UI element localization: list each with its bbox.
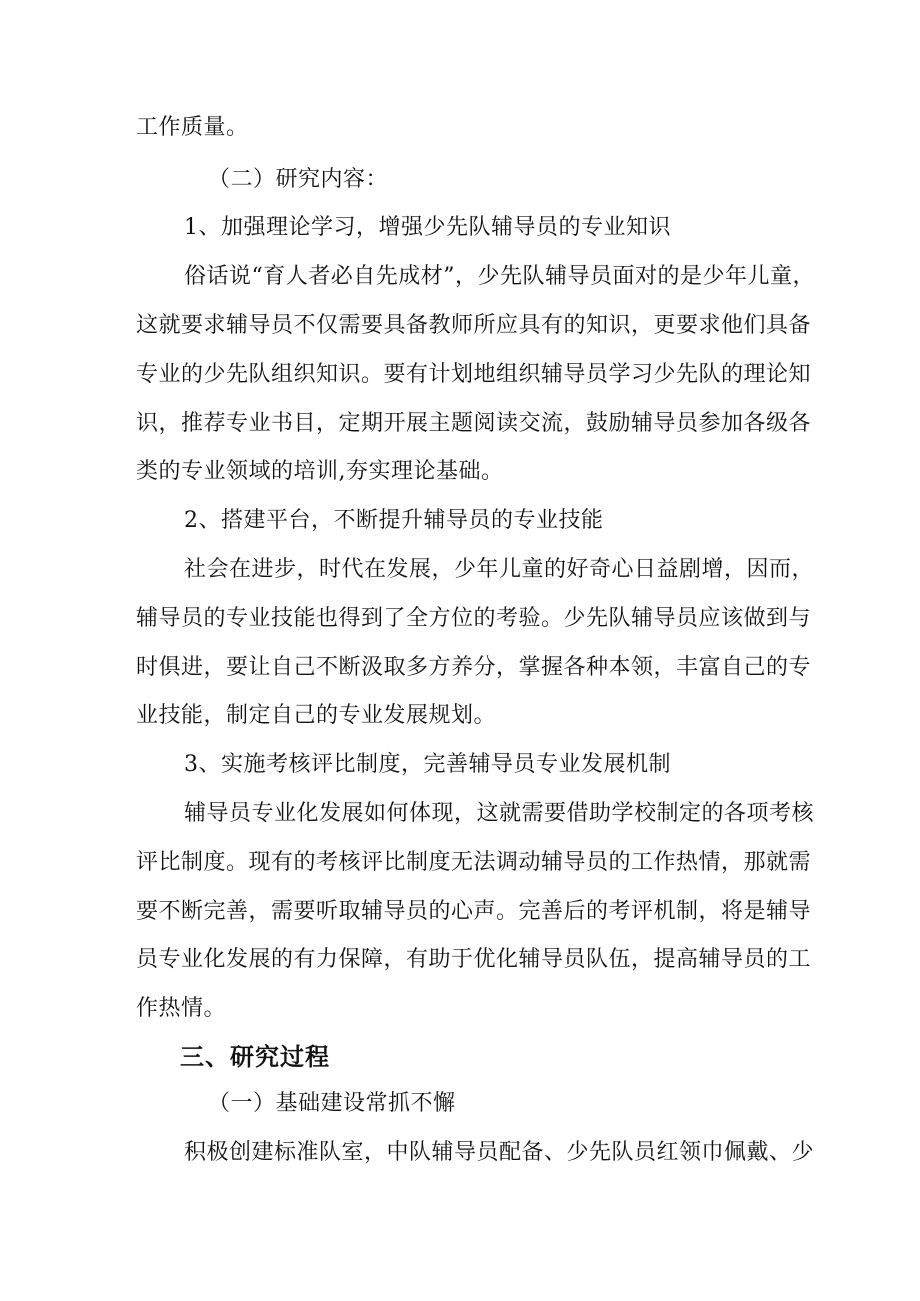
paragraph-line: 专业的少先队组织知识。要有计划地组织辅导员学习少先队的理论知 [136,362,812,387]
paragraph-line: 这就要求辅导员不仅需要具备教师所应具有的知识，更要求他们具备 [136,313,812,338]
paragraph-line: 类的专业领域的培训,夯实理论基础。 [136,459,504,484]
paragraph-line: 评比制度。现有的考核评比制度无法调动辅导员的工作热情，那就需 [136,850,812,875]
paragraph-line: 识，推荐专业书目，定期开展主题阅读交流，鼓励辅导员参加各级各 [136,411,812,436]
paragraph-line: 辅导员专业化发展如何体现，这就需要借助学校制定的各项考核 [184,801,815,826]
section-heading: 三、研究过程 [180,1043,330,1071]
subsection-heading: （二）研究内容： [208,167,389,192]
paragraph-line: 员专业化发展的有力保障，有助于优化辅导员队伍，提高辅导员的工 [136,947,812,972]
paragraph-line: 工作质量。 [136,115,249,140]
paragraph-line: 辅导员的专业技能也得到了全方位的考验。少先队辅导员应该做到与 [136,606,812,631]
paragraph-line: 作热情。 [136,996,227,1021]
item-heading: 1、加强理论学习，增强少先队辅导员的专业知识 [184,215,671,240]
item-heading: 2、搭建平台，不断提升辅导员的专业技能 [184,508,604,533]
paragraph-line: 俗话说“育人者必自先成材”，少先队辅导员面对的是少年儿童， [184,264,815,289]
paragraph-line: 社会在进步，时代在发展，少年儿童的好奇心日益剧增，因而， [184,557,815,582]
paragraph-line: 积极创建标准队室，中队辅导员配备、少先队员红领巾佩戴、少 [184,1140,815,1165]
subsection-heading: （一）基础建设常抓不懈 [208,1091,456,1116]
paragraph-line: 业技能，制定自己的专业发展规划。 [136,703,497,728]
paragraph-line: 要不断完善，需要听取辅导员的心声。完善后的考评机制，将是辅导 [136,899,812,924]
item-heading: 3、实施考核评比制度，完善辅导员专业发展机制 [184,752,671,777]
paragraph-line: 时俱进，要让自己不断汲取多方养分，掌握各种本领，丰富自己的专 [136,655,812,680]
